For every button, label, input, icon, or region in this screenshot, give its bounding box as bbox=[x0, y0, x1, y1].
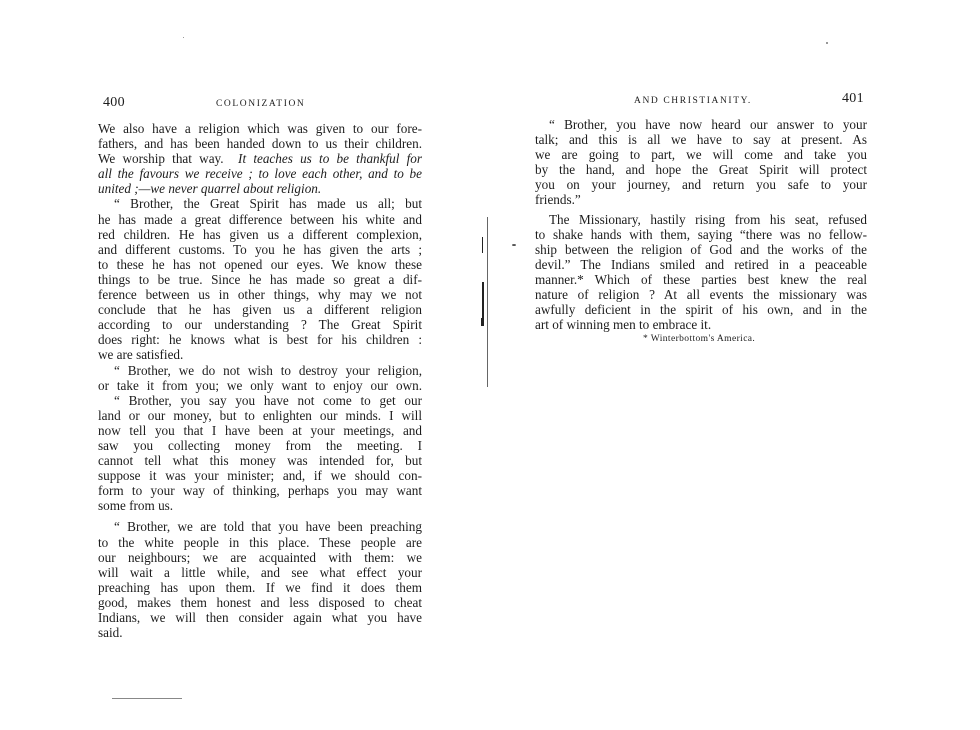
text-line: ference between us in other things, why may we not bbox=[98, 287, 422, 303]
text-line: manner.* Which of these parties best knew the real bbox=[535, 271, 867, 287]
right-text-block bbox=[535, 117, 867, 332]
scan-artifact-line bbox=[112, 698, 182, 699]
text-line: you on your journey, and return you safe to your bbox=[535, 177, 867, 193]
text-line: form to your way of thinking, perhaps you may want bbox=[98, 483, 422, 499]
text-line: “ Brother, we do not wish to destroy your religion, bbox=[114, 362, 422, 378]
text-line: cannot tell what this money was intended for, but bbox=[98, 453, 422, 469]
text-line: now tell you that I have been at your meetings, and bbox=[98, 422, 422, 438]
paragraph bbox=[98, 196, 422, 362]
text-line: The Missionary, hastily rising from his seat, refused bbox=[549, 211, 867, 227]
paragraph bbox=[98, 519, 422, 640]
text-line: red children. He has given us a different complexion, bbox=[98, 226, 422, 242]
paragraph bbox=[535, 117, 867, 208]
page-number-left: 400 bbox=[103, 95, 125, 110]
footnote: * Winterbottom's America. bbox=[643, 334, 756, 344]
scan-speck bbox=[183, 37, 184, 38]
text-line bbox=[98, 151, 422, 166]
text-line: fathers, and has been handed down to us their children. bbox=[98, 136, 422, 152]
page-number-right: 401 bbox=[842, 91, 864, 106]
text-line: awfully deficient in the spirit of his own, and in the bbox=[535, 302, 867, 318]
paragraph bbox=[98, 121, 422, 196]
text-line: “ Brother, the Great Spirit has made us all; but bbox=[114, 196, 422, 212]
text-line: will wait a little while, and see what effect your bbox=[98, 564, 422, 580]
text-line: according to our understanding ? The Great Spirit bbox=[98, 317, 422, 333]
text-line: we are going to part, we will come and take you bbox=[535, 147, 867, 163]
text-line: We also have a religion which was given to our fore- bbox=[98, 121, 422, 136]
text-line: some from us. bbox=[98, 498, 174, 514]
text-line: to these he has not opened our eyes. We know these bbox=[98, 256, 422, 272]
text-line: conclude that he has given us a different religion bbox=[98, 302, 422, 318]
paragraph bbox=[535, 212, 867, 333]
paragraph bbox=[98, 363, 422, 393]
text-line: saw you collecting money from the meeting. I bbox=[98, 437, 422, 453]
text-line: ship between the religion of God and the works of the bbox=[535, 241, 867, 257]
text-line: our neighbours; we are acquainted with them: we bbox=[98, 549, 422, 565]
text-line: does right: he knows what is best for his children : bbox=[98, 332, 422, 348]
text-line: and different customs. To you he has given the arts ; bbox=[98, 241, 422, 257]
text-line: “ Brother, you say you have not come to get our bbox=[114, 392, 422, 408]
text-line: devil.” The Indians smiled and retired in a peaceable bbox=[535, 256, 867, 272]
text-line: friends.” bbox=[535, 192, 581, 208]
right-page bbox=[480, 0, 980, 730]
text-line: by the hand, and hope the Great Spirit will protect bbox=[535, 162, 867, 178]
text-line: preaching has upon them. If we find it does them bbox=[98, 579, 422, 595]
text-line: he has made a great difference between his white and bbox=[98, 211, 422, 227]
text-line: art of winning men to embrace it. bbox=[535, 317, 712, 333]
text-line: talk; and this is all we have to say at present. As bbox=[535, 132, 867, 148]
paragraph bbox=[98, 393, 422, 514]
running-head-right: AND CHRISTIANITY. bbox=[634, 96, 752, 106]
running-head-left: COLONIZATION bbox=[216, 99, 306, 109]
text-line: suppose it was your minister; and, if we should con- bbox=[98, 468, 422, 484]
text-line: Indians, we will then consider again what you have bbox=[98, 610, 422, 625]
left-page bbox=[0, 0, 480, 730]
text-line: or take it from you; we only want to enjoy our own. bbox=[98, 377, 422, 393]
left-text-block bbox=[98, 121, 422, 640]
text-line: land or our money, but to enlighten our minds. I will bbox=[98, 407, 422, 423]
text-line: united ;—we never quarrel about religion. bbox=[98, 181, 322, 197]
text-line: we are satisfied. bbox=[98, 347, 184, 363]
text-line: nature of religion ? At all events the missionary was bbox=[535, 287, 867, 303]
text-line: “ Brother, we are told that you have been preaching bbox=[114, 519, 422, 535]
text-line: said. bbox=[98, 625, 123, 641]
text-line: good, makes them honest and less disposed to cheat bbox=[98, 594, 422, 610]
text-line: “ Brother, you have now heard our answer to your bbox=[549, 117, 867, 132]
text-segment: We worship that way. bbox=[98, 151, 224, 167]
italic-segment: It teaches us to be thankful for bbox=[238, 151, 423, 167]
text-line: things to be true. Since he has made so great a dif- bbox=[98, 271, 422, 287]
text-line: to shake hands with them, saying “there was no fellow- bbox=[535, 226, 867, 242]
text-line: all the favours we receive ; to love each other, and to be bbox=[98, 166, 422, 182]
text-line: to the white people in this place. These people are bbox=[98, 534, 422, 550]
